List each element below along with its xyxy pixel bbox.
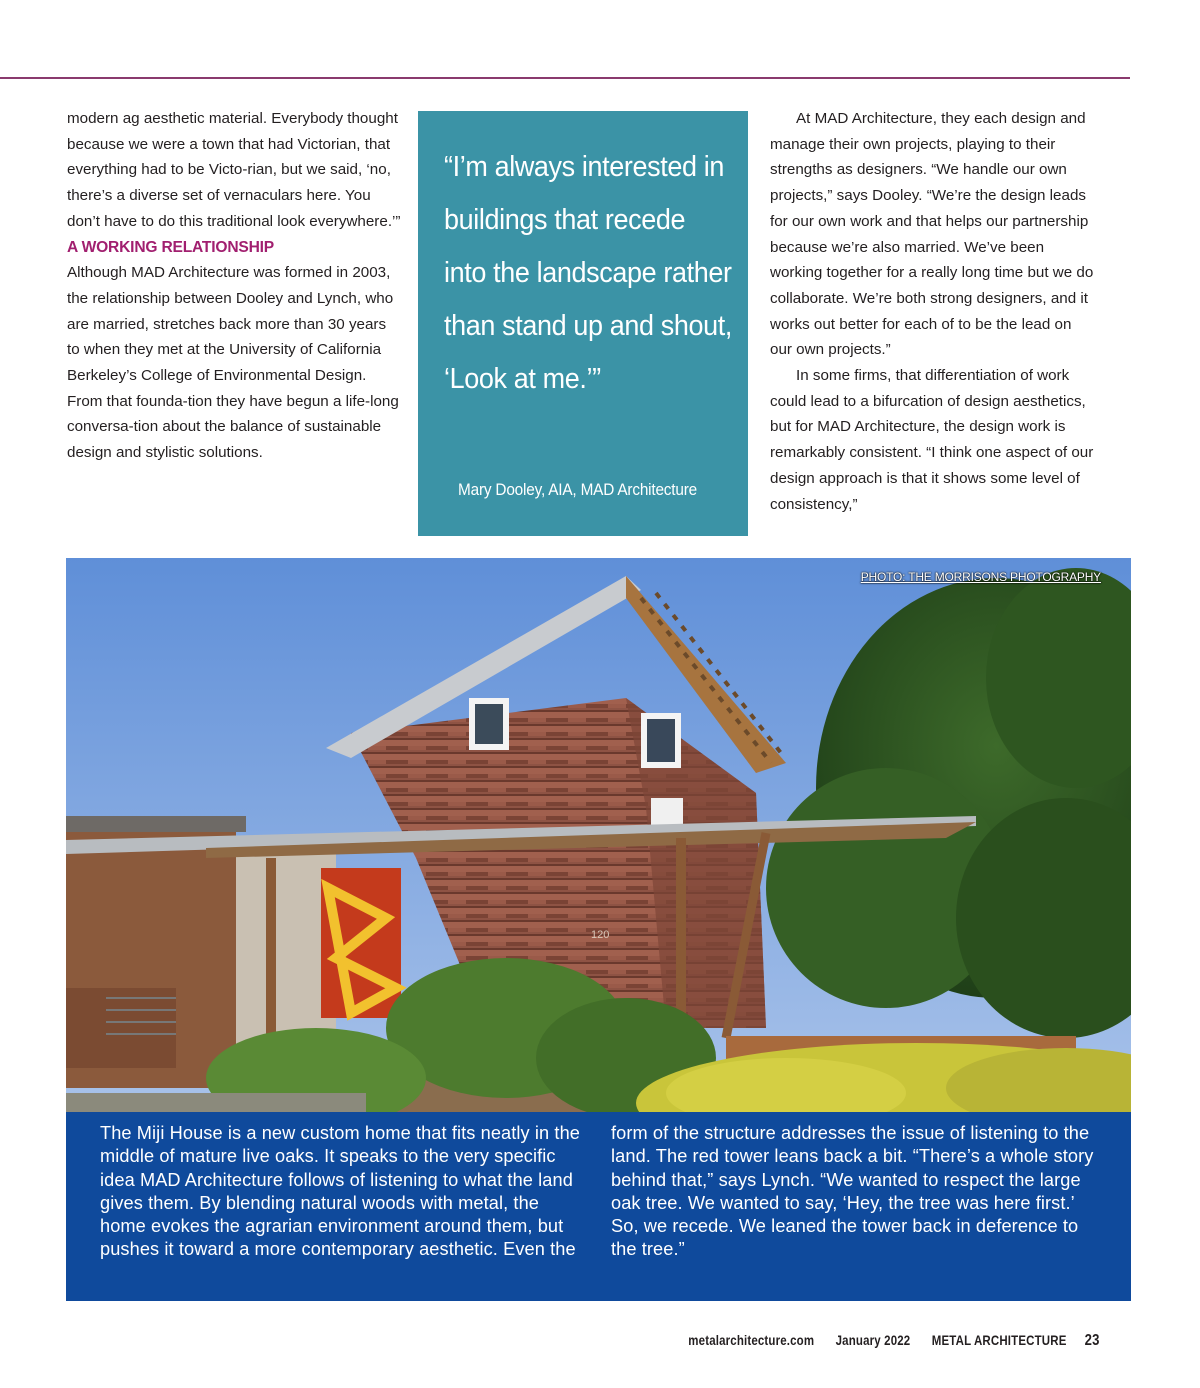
- pull-quote-text: “I’m always interested in buildings that recede into the landscape rather than stand up and shout, ‘Look at me.’”: [444, 151, 732, 395]
- section-paragraph: Although MAD Architecture was formed in 2003, the relationship between Dooley and Lynch, who are married, stretches back more than 30 years to when they met at the University of California Berkeley’s College of Environmental Design. From that founda-tion they have begun a life-long conversa-tion about the balance of sustainable design and stylistic solutions.: [67, 264, 399, 462]
- house-number: 120: [591, 929, 610, 941]
- page-footer: [689, 1332, 1100, 1350]
- intro-paragraph: modern ag aesthetic material. Everybody thought because we were a town that had Victorian, that everything had to be Victo-rian, but we said, ‘no, there’s a diverse set of vernaculars here. You don’t have to do this traditional look everywhere.’”: [67, 110, 401, 230]
- caption-column-2: form of the structure addresses the issue of listening to the land. The red tower leans back a bit. “There’s a whole story behind that,” says Lynch. “We wanted to respect the large oak tree. We wanted to say, ‘Hey, the tree was here first.’ So, we recede. We leaned the tower back in deference to the tree.”: [611, 1123, 1094, 1260]
- footer-website: metalarchitecture.com: [688, 1332, 815, 1348]
- section-heading: A WORKING RELATIONSHIP: [67, 238, 274, 256]
- footer-magazine: METAL ARCHITECTURE: [932, 1332, 1067, 1348]
- footer-date: January 2022: [836, 1332, 911, 1348]
- house-illustration: [66, 558, 1131, 1112]
- page-number: 23: [1085, 1332, 1100, 1349]
- right-paragraph-2: In some firms, that differentiation of work could lead to a bifurcation of design aesthetics, but for MAD Architecture, the design work is remarkably consistent. “I think one aspect of our design approach is that it shows some level of consistency,”: [770, 367, 1094, 513]
- right-paragraph-1: At MAD Architecture, they each design and manage their own projects, playing to their strengths as designers. “We handle our own projects,” says Dooley. “We’re the design leads for our own work and that helps our partnership because we’re also married. We’ve been working together for a really long time but we do collaborate. We’re both strong designers, and it works out better for each of to be the lead on our own projects.”: [770, 110, 1094, 359]
- caption-column-1: The Miji House is a new custom home that fits neatly in the middle of mature live oaks. It speaks to the very specific idea MAD Architecture follows of listening to what the land gives them. By blending natural woods with metal, the home evokes the agrarian environment around them, but pushes it toward a more contemporary aesthetic. Even the: [100, 1123, 580, 1260]
- pull-quote-attribution: Mary Dooley, AIA, MAD Architecture: [458, 481, 697, 499]
- photo-credit: PHOTO: THE MORRISONS PHOTOGRAPHY: [860, 570, 1101, 584]
- house-photo: [66, 558, 1131, 1112]
- right-column: [770, 106, 1095, 517]
- left-column: [67, 106, 402, 466]
- photo-caption: [66, 1112, 1131, 1301]
- pull-quote: [418, 111, 748, 536]
- top-rule: [0, 77, 1130, 79]
